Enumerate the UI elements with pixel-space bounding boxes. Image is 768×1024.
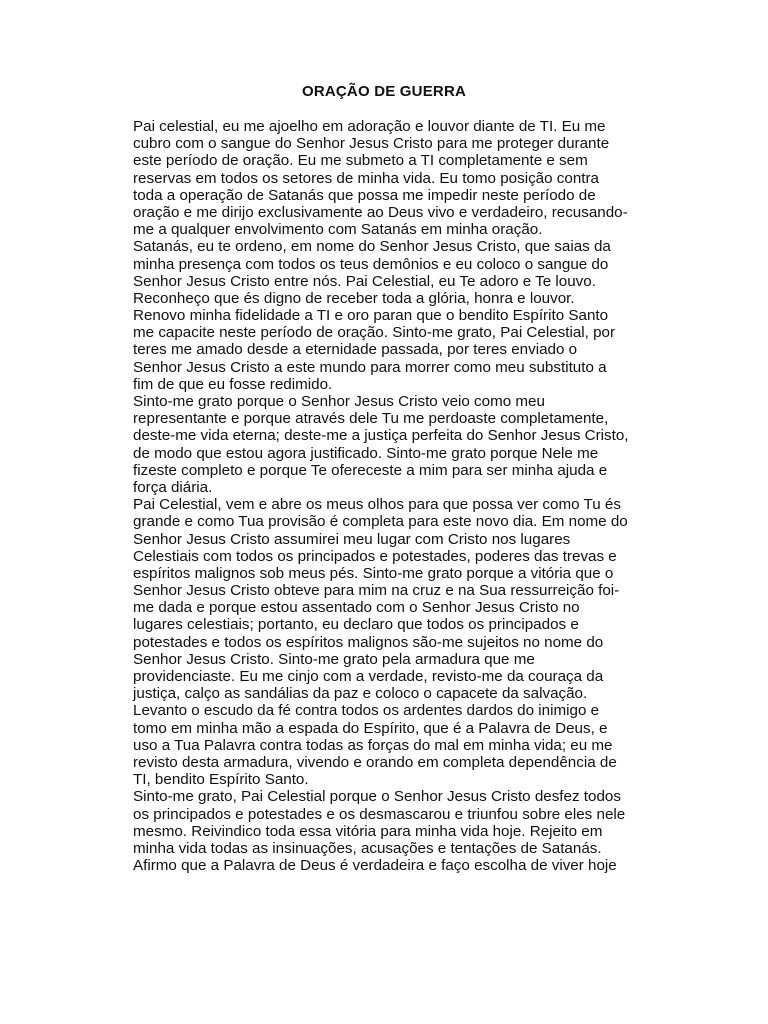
text-line: Reconheço que és digno de receber toda a glória, honra e louvor.: [133, 289, 575, 307]
document-body: [133, 118, 653, 874]
document-title: ORAÇÃO DE GUERRA: [301, 83, 467, 100]
text-line: Celestiais com todos os principados e potestades, poderes das trevas e: [133, 547, 617, 565]
text-line: Senhor Jesus Cristo assumirei meu lugar com Cristo nos lugares: [133, 530, 571, 548]
text-line: Sinto-me grato porque o Senhor Jesus Cristo veio como meu: [133, 393, 545, 410]
text-line: minha presença com todos os teus demônios e eu coloco o sangue do: [133, 255, 609, 273]
text-line: este período de oração. Eu me submeto a TI completamente e sem: [133, 152, 588, 170]
text-line: justiça, calço as sandálias da paz e coloco o capacete da salvação.: [133, 685, 588, 703]
text-line: Sinto-me grato, Pai Celestial porque o Senhor Jesus Cristo desfez todos: [133, 788, 621, 806]
text-line: tomo em minha mão a espada do Espírito, que é a Palavra de Deus, e: [133, 719, 608, 737]
text-line: Afirmo que a Palavra de Deus é verdadeira e faço escolha de viver hoje: [133, 857, 617, 875]
text-line: toda a operação de Satanás que possa me impedir neste período de: [133, 186, 596, 204]
text-line: uso a Tua Palavra contra todas as forças do mal em minha vida; eu me: [133, 736, 613, 754]
text-line: me dada e porque estou assentado com o Senhor Jesus Cristo no: [133, 599, 580, 617]
text-line: de modo que estou agora justificado. Sinto-me grato porque Nele me: [133, 444, 599, 462]
text-line: Levanto o escudo da fé contra todos os ardentes dardos do inimigo e: [133, 702, 600, 720]
text-line: deste-me vida eterna; deste-me a justiça perfeita do Senhor Jesus Cristo,: [133, 427, 629, 445]
text-line: reservas em todos os setores de minha vida. Eu tomo posição contra: [133, 169, 599, 187]
text-line: Senhor Jesus Cristo a este mundo para morrer como meu substituto a: [133, 358, 607, 376]
text-line: Pai Celestial, vem e abre os meus olhos para que possa ver como Tu és: [133, 496, 621, 514]
text-line: os principados e potestades e os desmascarou e triunfou sobre eles nele: [133, 805, 626, 823]
text-line: Senhor Jesus Cristo obteve para mim na cruz e na Sua ressurreição foi-: [133, 582, 620, 600]
text-line: Satanás, eu te ordeno, em nome do Senhor Jesus Cristo, que saias da: [133, 238, 611, 256]
text-line: representante e porque através dele Tu me perdoaste completamente,: [133, 410, 609, 428]
text-line: lugares celestiais; portanto, eu declaro que todos os principados e: [133, 616, 579, 634]
text-line: oração e me dirijo exclusivamente ao Deus vivo e verdadeiro, recusando-: [133, 203, 628, 221]
text-line: fizeste completo e porque Te ofereceste a mim para ser minha ajuda e: [133, 461, 608, 479]
text-line: espíritos malignos sob meus pés. Sinto-me grato porque a vitória que o: [133, 564, 614, 582]
text-line: Renovo minha fidelidade a TI e oro paran que o bendito Espírito Santo: [133, 307, 609, 325]
text-line: TI, bendito Espírito Santo.: [133, 771, 309, 789]
text-line: providenciaste. Eu me cinjo com a verdade, revisto-me da couraça da: [133, 668, 604, 685]
text-line: revisto desta armadura, vivendo e orando em completa dependência de: [133, 753, 617, 771]
text-line: cubro com o sangue do Senhor Jesus Cristo para me proteger durante: [133, 135, 610, 153]
text-line: Pai celestial, eu me ajoelho em adoração e louvor diante de TI. Eu me: [133, 118, 606, 135]
text-line: Senhor Jesus Cristo entre nós. Pai Celestial, eu Te adoro e Te louvo.: [133, 272, 596, 290]
text-line: minha vida todas as insinuações, acusações e tentações de Satanás.: [133, 839, 602, 857]
text-line: mesmo. Reivindico toda essa vitória para minha vida hoje. Rejeito em: [133, 822, 603, 840]
text-line: me a qualquer envolvimento com Satanás em minha oração.: [133, 221, 543, 239]
text-line: grande e como Tua provisão é completa para este novo dia. Em nome do: [133, 513, 628, 531]
text-line: força diária.: [133, 478, 213, 496]
text-line: teres me amado desde a eternidade passada, por teres enviado o: [133, 341, 578, 359]
text-line: potestades e todos os espíritos malignos são-me sujeitos no nome do: [133, 633, 604, 651]
text-line: Senhor Jesus Cristo. Sinto-me grato pela armadura que me: [133, 650, 535, 668]
text-line: me capacite neste período de oração. Sinto-me grato, Pai Celestial, por: [133, 324, 616, 342]
text-line: fim de que eu fosse redimido.: [133, 375, 333, 393]
